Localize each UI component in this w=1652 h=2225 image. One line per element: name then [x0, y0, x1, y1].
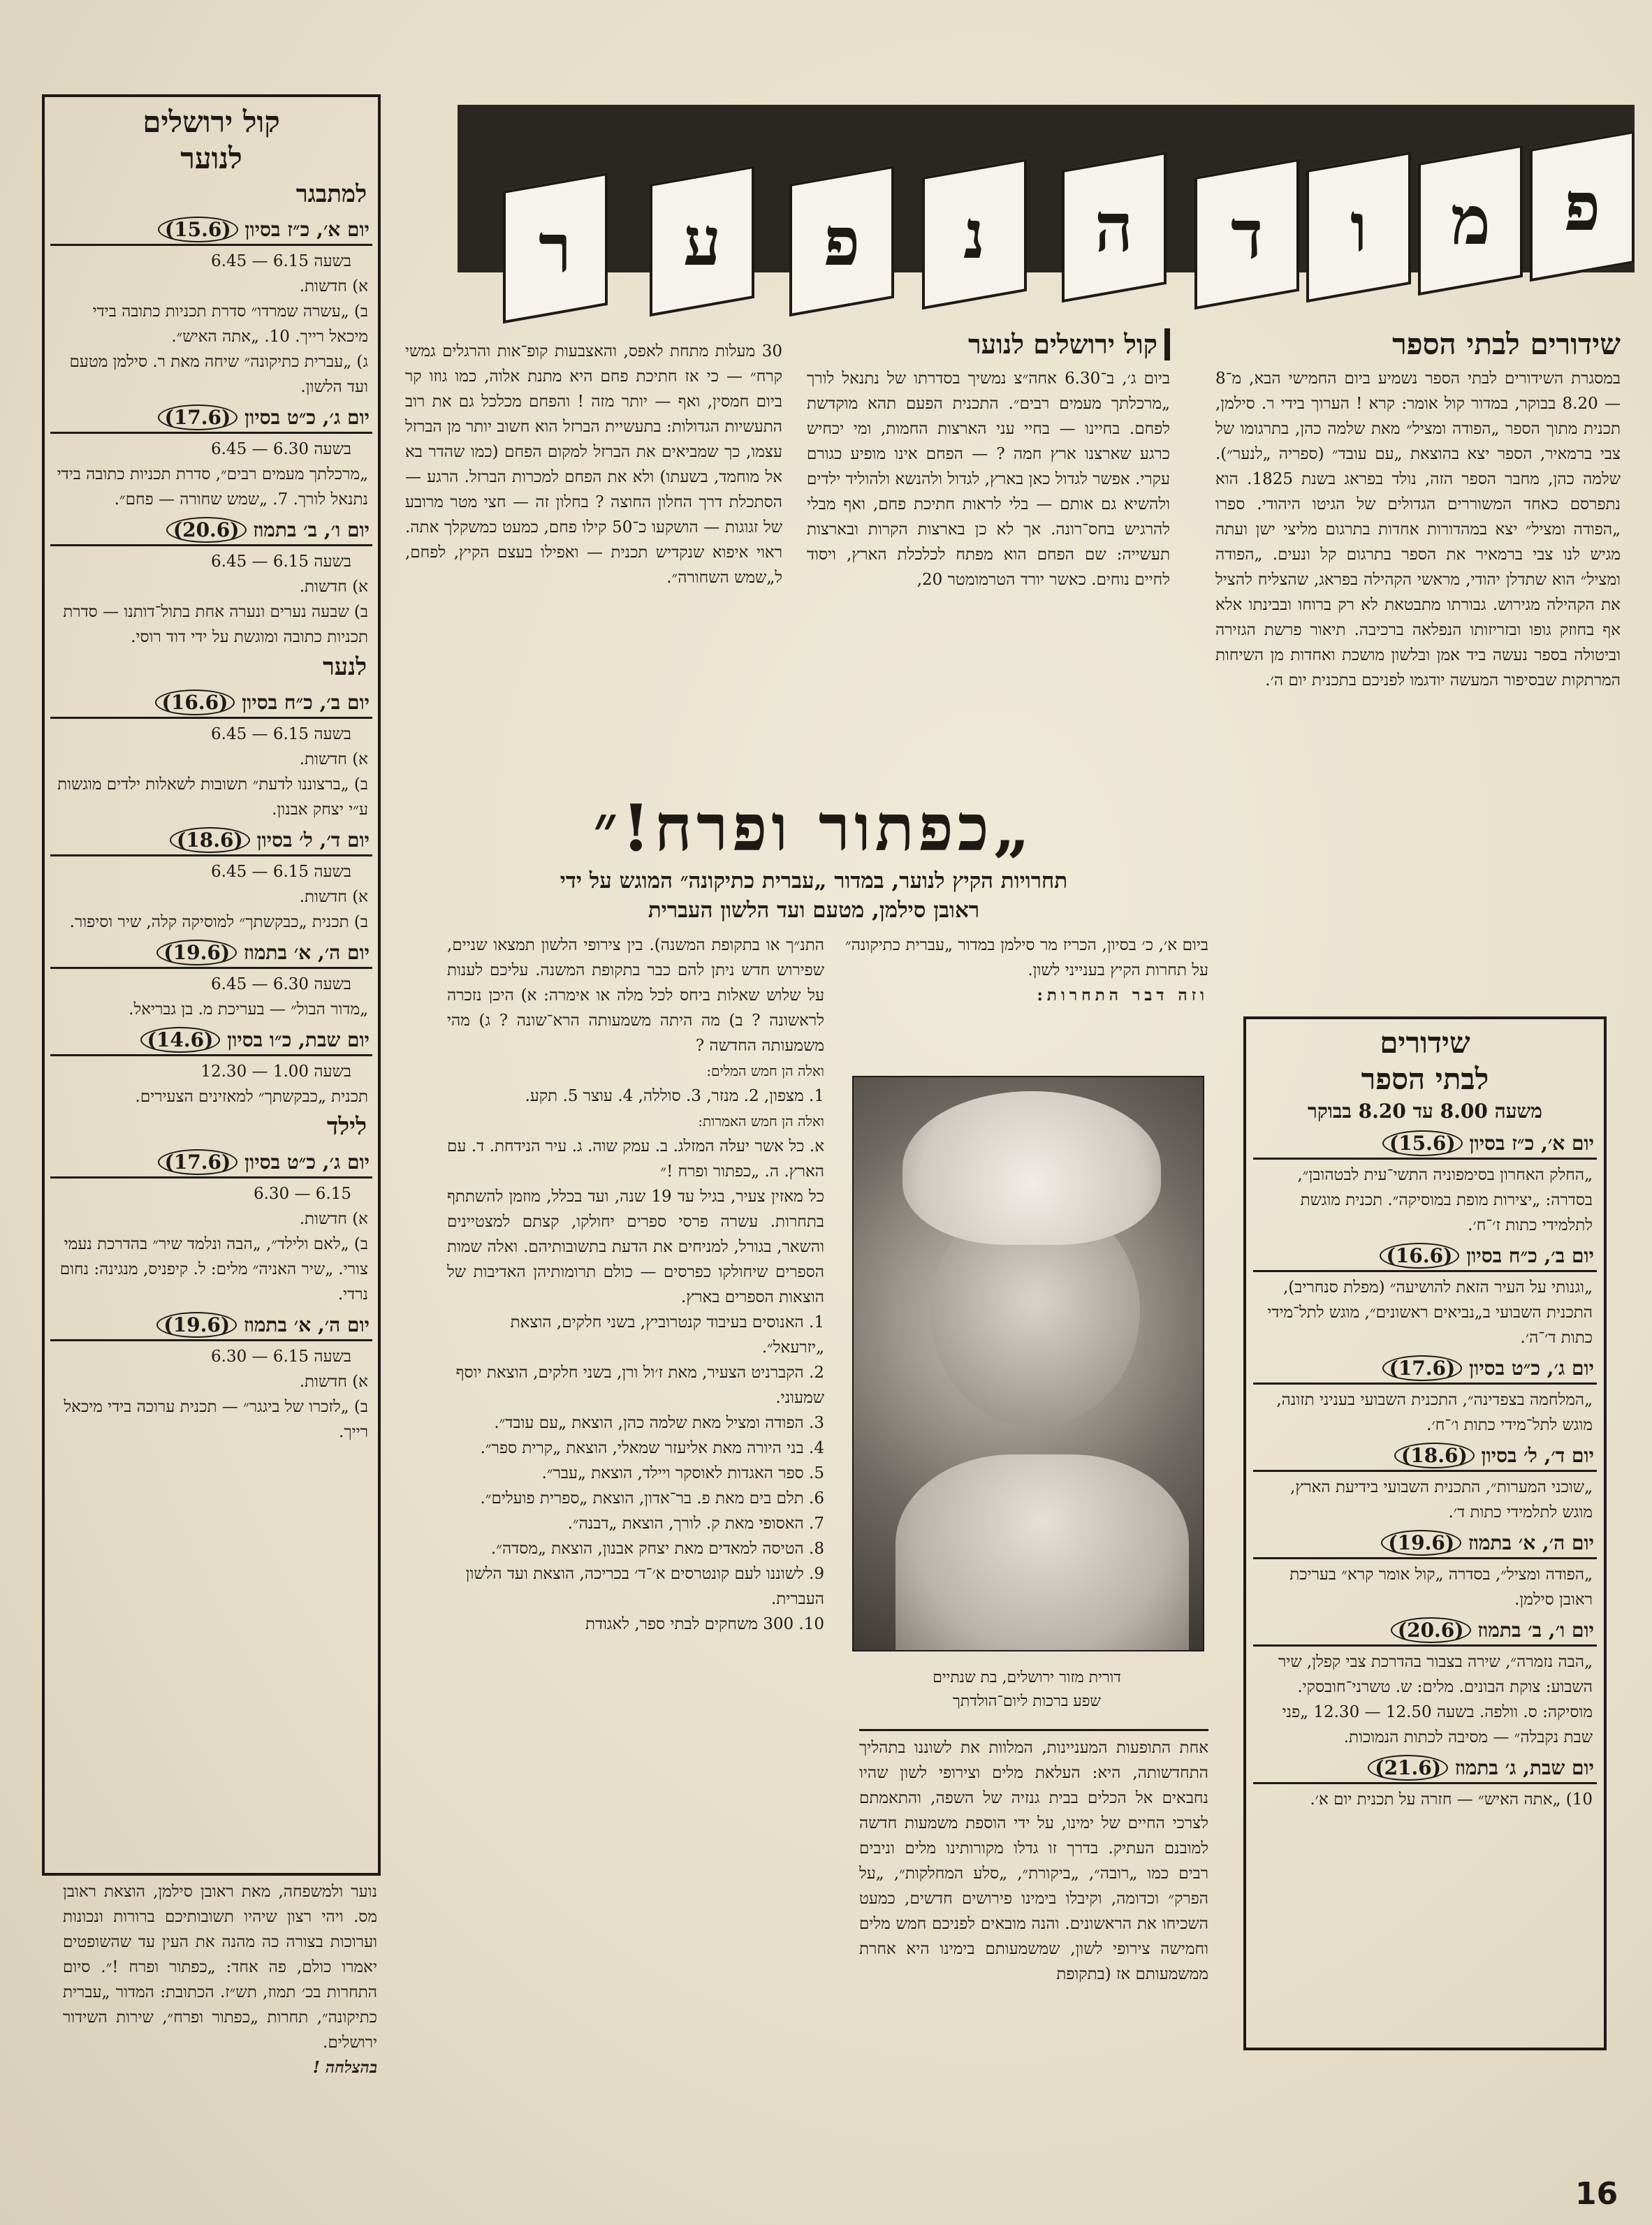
day-label: יום ד׳, ל׳ בסיון [256, 829, 370, 852]
time-slot: בשעה 6.15 — 6.45 [211, 725, 351, 743]
caption-line-1: דורית מזור ירושלים, בת שנתיים [933, 1669, 1121, 1686]
day-label: יום ו׳, ב׳ בתמוז [253, 518, 370, 541]
day-heading [1253, 1442, 1597, 1472]
day-heading [1253, 1529, 1597, 1559]
day-date: (18.6) [170, 827, 250, 853]
box-title-line1: שידורים [1380, 1026, 1470, 1060]
box-title-line2: לבתי הספר [1361, 1062, 1489, 1096]
article-heading: שידורים לבתי הספר [1392, 327, 1621, 361]
words-list: 1. מצפון, 2. מנזר, 3. סוללה, 4. עוצר 5. תקע. [525, 1087, 824, 1105]
prize-item: 8. הטיסה למאדים מאת יצחק אבנון, הוצאת „מסדה״. [490, 1540, 824, 1558]
contest-continuation [63, 1879, 377, 2080]
prize-item: 3. הפודה ומציל מאת שלמה כהן, הוצאת „עם עובד״. [494, 1414, 824, 1432]
article-body: במסגרת השידורים לבתי הספר נשמיע ביום החמישי הבא, מ־8 — 8.20 בבוקר, במדור קול אומר: קרא ! הערוך בידי ר. סילמן, תכנית מתוך הספר „הפודה ומציל״ מאת שלמה כהן, בתרגומו של צבי ברמאיר, הספר יצא בהוצאת „עם עובד״ (ספריה „לנער״). שלמה כהן, מחבר הספר הזה, נולד בפראג בשנת 1825. הוא נתפרסם כאחד המשוררים הגדולים של הגיטו היהודי. ספרו „הפודה ומציל״ יצא במהדורות אחדות בתרגום מליצי ישן ועתה מגיש לנו צבי ברמאיר את הספר בתרגום קל ונעים. „הפודה ומציל״ הוא שתדלן יהודי, מראשי הקהילה בפראג, שהצליח להציל את הקהילה מגירוש. גבורתו מתבטאת לא רק ברוחו ובבינתו אלא אף בחוזק גופו ובזריזותו הנפלאה ברכיבה. תיאור פרשת הגזירה וביטולה בספר נעשה ביד אמן ובלשון מושכת ואחדות מן השיחות המרתקות שבסיפור המעשה יודגמו לפניכם בתכנית יום ה׳. [1215, 370, 1621, 690]
book-letter-6: נ [922, 159, 1027, 309]
program-item: א) חדשות. [299, 1373, 368, 1391]
prize-item: 10. 300 משחקים לבתי ספר, לאגודת [585, 1615, 824, 1633]
program-item: 10) „אתה האיש״ — חזרה על תכנית יום א׳. [1310, 1790, 1593, 1809]
day-date: (16.6) [155, 690, 235, 715]
child-photo [852, 1076, 1204, 1651]
day-heading [50, 216, 372, 246]
section-youth: לנער [323, 653, 367, 681]
day-label: יום ג׳, כ״ט בסיון [244, 1151, 370, 1174]
child-hat [902, 1091, 1161, 1245]
day-date: (20.6) [166, 517, 247, 543]
day-label: יום שבת, ג׳ בתמוז [1454, 1756, 1594, 1779]
day-heading [50, 939, 372, 969]
child-body [896, 1454, 1189, 1651]
contest-header [419, 789, 1208, 925]
program-item: א) חדשות. [299, 277, 368, 296]
day-heading [1253, 1617, 1597, 1647]
youth-radio-box [42, 94, 381, 1876]
book-letter-2: מ [1418, 145, 1523, 296]
program-item: „שוכני המערות״, התכנית השבועי בידיעת הארץ, מוגש לתלמידי כתות ד׳. [1290, 1478, 1593, 1522]
book-letter-9: ר [503, 173, 608, 323]
program-item: ב) „לזכרו של ביגגר״ — תכנית ערוכה בידי מיכאל רייך. [64, 1398, 368, 1441]
book-letter-5: ה [1062, 152, 1167, 302]
contest-middle-column [447, 933, 824, 1637]
time-slot: בשעה 6.30 — 6.45 [211, 975, 351, 993]
prize-item: 6. תלם בים מאת פ. בר־אדון, הוצאת „ספרית פועלים״. [480, 1489, 824, 1508]
day-heading [50, 404, 372, 434]
coal-article-continued: 30 מעלות מתחת לאפס, והאצבעות קופ־אות והרגלים גמשי קרח״ — כי אז חתיכת פחם היא מתנת אלוה, כמו גוזו קר ביום חמסין, ואף — יותר מזה ! והפחם מכלכל גם את רוב התעשיות הגדולות: בתעשיית הברזל הוא חשוב יותר מן הברזל עצמו, כך שמביאים את הברזל למקום הפחם (כמו שהדר בא אל מוחמד, בשעתו) ולא את הפחם למכרות הברזל. הרגע — הסתכלת דרך החלון החוצה ? בחלון זה — חצי מטר מרובע של זגוגות — הושקעו כ־50 קילו פחם, כמעט כמשקלך אתה. ראוי איפוא שנקדיש תכנית — ואפילו בעצם הקיץ, לפחם, ל„שמש השחורה״. [405, 342, 782, 587]
program-item: ב) שבעה נערים ונערה אחת בתול־דותנו — סדרת תכניות כתובה ומוגשת על ידי דוד רוסי. [63, 603, 368, 646]
day-heading [50, 1148, 372, 1179]
program-item: „החלק האחרון בסימפוניה התשי־עית לבטהובן״, בסדרה: „יצירות מופת במוסיקה״. תכנית מוגשת לתלמידי כתות ז׳־ח׳. [1297, 1166, 1593, 1234]
program-item: א) חדשות. [299, 888, 368, 906]
contest-intro: ביום א׳, כ׳ בסיון, הכריז מר סילמן במדור „עברית כתיקונה״ על תחרות הקיץ בענייני לשון. [845, 936, 1208, 979]
day-heading [50, 1311, 372, 1341]
continuation-text: נוער ולמשפחה, מאת ראובן סילמן, הוצאת ראובן מס. ויהי רצון שיהיו תשובותיכם ברורות ונכונות וערוכות בצורה כה מהנה את העין עד שהשופטים יאמרו כולם, פה אחד: „כפתור ופרח !״. סיום התחרות בכ׳ תמוז, תש״ז. הכתובת: המדור „עברית כתיקונה״, תחרות „כפתור ופרח״, שירות השידור ירושלים. [63, 1883, 377, 2052]
youth-radio-article [807, 328, 1170, 592]
day-label: יום ו׳, ב׳ בתמוז [1477, 1619, 1594, 1642]
book-letter-8: ע [650, 166, 754, 316]
day-label: יום ד׳, ל׳ בסיון [1481, 1444, 1594, 1467]
program-item: „וגנותי על העיר הזאת להושיעה״ (מפלת סנחריב), התכנית השבועי ב„נביאים ראשונים״, מוגש לתל־מידי כתות ד׳־ה׳. [1267, 1278, 1593, 1347]
prize-item: 4. בני היורה מאת אליעזר שמאלי, הוצאת „קרית ספר״. [480, 1439, 824, 1457]
day-date: (17.6) [1382, 1355, 1463, 1381]
closing-line: בהצלחה ! [312, 2058, 377, 2077]
day-label: יום ג׳, כ״ט בסיון [1469, 1357, 1594, 1380]
section-teens: למתבגר [295, 180, 367, 208]
contest-subtitle-1: תחרויות הקיץ לנוער, במדור „עברית כתיקונה״ המוגש על ידי [560, 868, 1068, 893]
contest-subtitle-2: ראובן סילמן, מטעם ועד הלשון העברית [648, 898, 980, 923]
day-date: (17.6) [158, 404, 238, 430]
day-label: יום א׳, כ״ז בסיון [1469, 1132, 1594, 1155]
book-letter-7: פ [789, 166, 894, 316]
time-slot: בשעה 6.15 — 6.30 [211, 1348, 351, 1366]
time-slot: בשעה 6.15 — 6.45 [211, 863, 351, 881]
school-broadcast-box [1243, 1016, 1607, 2050]
section-children: לילד [326, 1113, 367, 1141]
program-item: „המלחמה בצפדינה״, התכנית השבועי בעניני תזונה, מוגש לתל־מידי כתות ו׳־ח׳. [1276, 1391, 1593, 1434]
program-item: ב) „לאם ולילד״, „הבה ונלמד שיר״ בהדרכת נעמי צורי. „שיר האניה״ מלים: ל. קיפניס, מנגינה: נחום נרדי. [59, 1235, 368, 1304]
day-label: יום א׳, כ״ז בסיון [244, 218, 370, 241]
book-letter-3: ו [1306, 152, 1411, 302]
time-slot: בשעה 6.15 — 6.45 [211, 553, 351, 571]
contest-text: התנ״ך או בתקופת המשנה). בין צירופי הלשון תמצאו שניים, שפירוש חדש ניתן להם כבר בתקופת המשנה. עליכם לענות על שלוש שאלות ביחס לכל מלה או אימרה: א) היכן נזכרה לראשונה ? ב) מה היתה משמעותה הרא־שונה ? ג) מהי משמעותה החדשה ? [447, 936, 824, 1055]
day-heading [50, 516, 372, 546]
day-date: (15.6) [158, 217, 238, 242]
book-letter-4: ד [1194, 159, 1299, 309]
contest-intro-heading: וזה דבר התחרות: [1037, 986, 1208, 1005]
program-item: א) חדשות. [299, 1210, 368, 1228]
book-letter-1: פ [1530, 131, 1635, 282]
day-label: יום ה׳, א׳ בתמוז [1468, 1531, 1594, 1554]
contest-title: „כפתור ופרח!״ [593, 790, 1035, 866]
box-hours: משעה 8.00 עד 8.20 בבוקר [1308, 1100, 1542, 1123]
article-heading: קול ירושלים לנוער [807, 328, 1170, 360]
day-date: (17.6) [158, 1149, 238, 1175]
box-title [1253, 1025, 1597, 1097]
photo-caption [852, 1666, 1201, 1714]
contest-rules: כל מאזין צעיר, בגיל עד 19 שנה, ועד בכלל, מוזמן להשתתף בתחרות. עשרה פרסי ספרים יחולקו, קצתם למצטיינים והשאר, בגורל, למניחים את הדעת בתשובותיהם. ואלה שמות הספרים שיחולקו כפרסים — כולם תרומותיהן האדיבות של הוצאות הספרים בארץ. [447, 1188, 824, 1306]
program-item: ב) „ברצוננו לדעת״ תשובות לשאלות ילדים מוגשות ע״י יצחק אבנון. [57, 775, 368, 819]
banner-books [440, 98, 1642, 328]
prize-item: 2. הקברניט הצעיר, מאת ז׳ול ורן, בשני חלקים, הוצאת יוסף שמעוני. [455, 1364, 824, 1407]
program-item: ב) תכנית „כבקשתך״ למוסיקה קלה, שיר וסיפור. [69, 913, 368, 931]
day-label: יום שבת, כ״ו בסיון [227, 1028, 370, 1051]
time-slot: בשעה 6.15 — 6.45 [211, 252, 351, 270]
day-date: (19.6) [156, 1312, 237, 1338]
contest-article-right: אחת התופעות המעניינות, המלוות את לשוננו בתהליך התחדשותה, היא: העלאת מלים וצירופי לשון שהיו נחבאים אל הכלים בבית גנזיה של השפה, והתאמתם לצרכי החיים של ימינו, על ידי הוספת משמעות חדשה למובנם העתיק. בדרך זו גדלו מקורותינו מלים וניבים רבים כמו „רובה״, „ביקורת״, „סלע המחלקות״, „על הפרק״ וכדומה, וקיבלו בימינו פירושים חדשים, כמעט השכיחו את הראשונים. והנה מובאים לפניכם חמש מלים וחמישה צירופי לשון, שמשמעותם בימינו היא אחרת ממשמעותם אז (בתקופת [859, 1729, 1208, 1987]
program-item: ג) „עברית כתיקונה״ שיחה מאת ר. סילמן מטעם ועד הלשון. [69, 353, 368, 396]
prize-item: 1. האנוסים בעיבוד קנטרוביץ, בשני חלקים, הוצאת „יזרעאל״. [510, 1313, 824, 1357]
program-item: „הפודה ומציל״, בסדרה „קול אומר קרא״ בעריכת ראובן סילמן. [1289, 1566, 1593, 1609]
day-heading [50, 826, 372, 856]
box-title-line1: קול ירושלים [142, 105, 280, 139]
time-slot: בשעה 1.00 — 12.30 [200, 1063, 351, 1081]
day-date: (15.6) [1382, 1130, 1463, 1156]
words-heading: ואלה הן חמש המלים: [706, 1063, 824, 1079]
time-slot: 6.15 — 6.30 [253, 1185, 351, 1203]
day-date: (19.6) [1381, 1530, 1461, 1556]
program-item: א) חדשות. [299, 750, 368, 768]
prize-item: 9. לשוננו לעם קונטרסים א׳־ד׳ בכריכה, הוצאת ועד הלשון העברית. [465, 1565, 824, 1608]
contest-right-column [845, 933, 1208, 1008]
program-item: תכנית „כבקשתך״ למאזינים הצעירים. [135, 1088, 368, 1106]
day-date: (19.6) [156, 940, 237, 965]
box-title [50, 104, 372, 177]
day-heading [1253, 1242, 1597, 1272]
time-slot: בשעה 6.30 — 6.45 [211, 440, 351, 458]
day-heading [50, 1026, 372, 1056]
program-item: „הבה נזמרה״, שירה בצבור בהדרכת צבי קפלן, שיר השבוע: צוקת הבונים. מלים: ש. טשרני־חובסקי. מוסיקה: ס. וולפה. בשעה 12.50 — 12.30 „פני שבת נקבלה״ — מסיבה לכתות הנמוכות. [1278, 1653, 1593, 1746]
day-date: (18.6) [1394, 1443, 1475, 1468]
day-heading [1253, 1754, 1597, 1784]
program-item: „מדור הבול״ — בעריכת מ. בן גבריאל. [129, 1000, 368, 1019]
day-label: יום ב׳, כ״ח בסיון [242, 691, 370, 714]
day-heading [50, 689, 372, 719]
program-item: „מרכלתך מעמים רבים״, סדרת תכניות כתובה בידי נתנאל לורך. 7. „שמש שחורה — פחם״. [57, 465, 368, 509]
program-item: ב) „עשרה שמרדו״ סדרת תכניות כתובה בידי מיכאל רייך. 10. „אתה האיש״. [92, 302, 368, 346]
box-title-line2: לנוער [180, 141, 242, 175]
prize-item: 7. האסופי מאת ק. לורך, הוצאת „דבנה״. [567, 1515, 824, 1533]
phrases-heading: ואלה הן חמש האמרות: [698, 1113, 824, 1130]
program-item: א) חדשות. [299, 578, 368, 596]
day-label: יום ב׳, כ״ח בסיון [1466, 1244, 1594, 1267]
day-label: יום ה׳, א׳ בתמוז [243, 1313, 370, 1336]
day-date: (16.6) [1380, 1243, 1460, 1269]
day-label: יום ג׳, כ״ט בסיון [244, 406, 370, 429]
day-date: (21.6) [1368, 1755, 1448, 1781]
article-body: ביום ג׳, ב־6.30 אחה״צ נמשיך בסדרתו של נתנאל לורך „מרכלתך מעמים רבים״. התכנית הפעם תהא מוקדשת לפחם. בחיינו — בחיי עני הארצות החמות, ומי יכחיש כרגע שארצנו ארץ חמה ? — הפחם אינו מופיע כגורם עקרי. אפשר לגדול כאן בארץ, לגדול ולהנשא ולהוליד ילדים ולהשיא גם אותם — בלי לראות חתיכת פחם, ואף מבלי להרגיש בחס־רונה. אך לא כן בארצות הקרות ובארצות תעשייה: שם הפחם הוא מפתח לכלכלת הארץ, ויסוד לחיים נוחים. כאשר יורד הטרמומטר 20, [807, 370, 1170, 589]
day-heading [1253, 1130, 1597, 1160]
prize-item: 5. ספר האגדות לאוסקר ויילד, הוצאת „עבר״. [541, 1464, 824, 1482]
day-date: (14.6) [140, 1027, 221, 1053]
phrases-list: א. כל אשר יעלה המזלג. ב. עמק שוה. ג. עיר הנידחת. ד. עם הארץ. ה. „כפתור ופרח !״ [447, 1137, 824, 1181]
page-number: 16 [1575, 2176, 1618, 2212]
day-label: יום ה׳, א׳ בתמוז [243, 941, 370, 964]
day-heading [1253, 1355, 1597, 1385]
caption-line-2: שפע ברכות ליום־הולדתך [953, 1693, 1101, 1710]
day-date: (20.6) [1391, 1617, 1471, 1643]
school-broadcasts-article [1215, 328, 1621, 693]
